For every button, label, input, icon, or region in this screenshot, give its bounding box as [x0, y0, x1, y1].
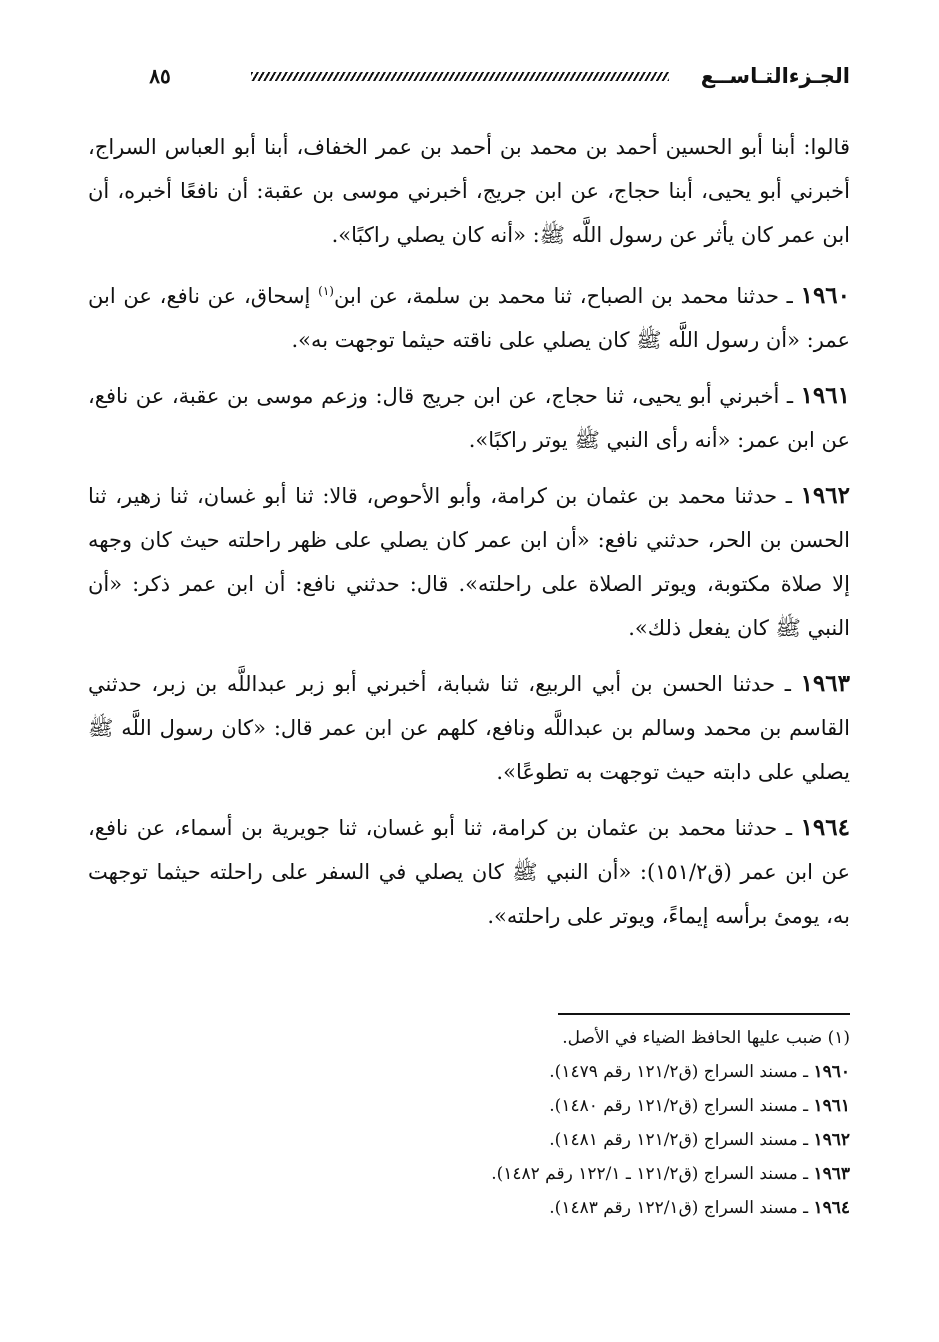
footnotes	[88, 1013, 850, 1225]
hadith-paragraph	[88, 269, 850, 362]
hadith-number: ١٩٦٣	[800, 670, 850, 697]
hadith-number: ١٩٦٢	[800, 482, 850, 509]
hadith-body: ـ حدثنا محمد بن الصباح، ثنا محمد بن سلمة، عن ابن	[333, 284, 801, 308]
hadith-paragraph	[88, 662, 850, 794]
footnote-marker: (١)	[318, 284, 334, 298]
footnote-rule	[558, 1013, 850, 1015]
hadith-body: إسحاق، عن نافع، عن ابن عمر: «أن رسول اللَّه ﷺ كان يصلي على ناقته حيثما توجهت به».	[88, 284, 850, 352]
footnote-text: ـ مسند السراج (ق١٢١/٢ رقم ١٤٨٠).	[549, 1096, 814, 1116]
footnote-line	[88, 1191, 850, 1225]
footnote-number: (١)	[827, 1028, 850, 1048]
hadith-number: ١٩٦١	[800, 382, 850, 409]
footnote-number: ١٩٦٣	[813, 1164, 850, 1184]
footnote-line	[88, 1089, 850, 1123]
footnote-text: ـ مسند السراج (ق١٢٢/١ رقم ١٤٨٣).	[549, 1198, 814, 1218]
book-page	[88, 50, 850, 1290]
footnote-line	[88, 1123, 850, 1157]
footnote-number: ١٩٦٠	[813, 1062, 850, 1082]
footnote-line	[88, 1055, 850, 1089]
hadith-body: ـ حدثنا الحسن بن أبي الربيع، ثنا شبابة، أخبرني أبو زبر عبداللَّه بن زبر، حدثني القاسم بن محمد وسالم بن عبداللَّه ونافع، كلهم عن ابن عمر قال: «كان رسول اللَّه ﷺ يصلي على دابته حيث توجهت به تطوعًا».	[88, 672, 850, 784]
hadith-body: ـ أخبرني أبو يحيى، ثنا حجاج، عن ابن جريج قال: وزعم موسى بن عقبة، عن نافع، عن ابن عمر: «أنه رأى النبي ﷺ يوتر راكبًا».	[88, 384, 850, 452]
header-rule	[251, 72, 669, 81]
footnote-text: ـ مسند السراج (ق١٢١/٢ رقم ١٤٧٩).	[549, 1062, 814, 1082]
hadith-body: قالوا: أبنا أبو الحسين أحمد بن محمد بن أحمد بن عمر الخفاف، أبنا أبو العباس السراج، أخبرني أبو يحيى، أبنا حجاج، عن ابن جريج، أخبرني موسى بن عقبة: أن نافعًا أخبره، أن ابن عمر كان يأثر عن رسول اللَّه ﷺ: «أنه كان يصلي راكبًا».	[88, 135, 850, 247]
footnote-text: ـ مسند السراج (ق١٢١/٢ ـ ١٢٢/١ رقم ١٤٨٢).	[491, 1164, 814, 1184]
hadith-number: ١٩٦٠	[800, 282, 851, 309]
hadith-paragraph	[88, 125, 850, 257]
hadith-paragraph	[88, 474, 850, 650]
hadith-paragraph	[88, 806, 850, 938]
footnote-line	[88, 1021, 850, 1055]
footnote-number: ١٩٦٢	[813, 1130, 850, 1150]
book-part-title: الجـزءالتـاســع	[700, 64, 850, 88]
footnote-number: ١٩٦٤	[813, 1198, 850, 1218]
hadith-paragraph	[88, 374, 850, 462]
hadith-number: ١٩٦٤	[800, 814, 850, 841]
footnote-text: ضبب عليها الحافظ الضياء في الأصل.	[562, 1028, 828, 1048]
footnote-line	[88, 1157, 850, 1191]
footnote-number: ١٩٦١	[813, 1096, 850, 1116]
footnote-text: ـ مسند السراج (ق١٢١/٢ رقم ١٤٨١).	[549, 1130, 814, 1150]
hadith-text	[88, 125, 850, 950]
running-header	[88, 58, 850, 94]
hadith-body: ـ حدثنا محمد بن عثمان بن كرامة، ثنا أبو غسان، ثنا جويرية بن أسماء، عن نافع، عن ابن عمر (ق١٥١/٢): «أن النبي ﷺ كان يصلي في السفر على راحلته حيثما توجهت به، يومئ برأسه إيماءً، ويوتر على راحلته».	[88, 816, 850, 928]
page-number: ٨٥	[149, 64, 171, 88]
hadith-body: ـ حدثنا محمد بن عثمان بن كرامة، وأبو الأحوص، قالا: ثنا أبو غسان، ثنا زهير، ثنا الحسن بن الحر، حدثني نافع: «أن ابن عمر كان يصلي على ظهر راحلته حيث كان وجهه إلا صلاة مكتوبة، ويوتر الصلاة على راحلته». قال: حدثني نافع: أن ابن عمر ذكر: «أن النبي ﷺ كان يفعل ذلك».	[88, 484, 850, 640]
